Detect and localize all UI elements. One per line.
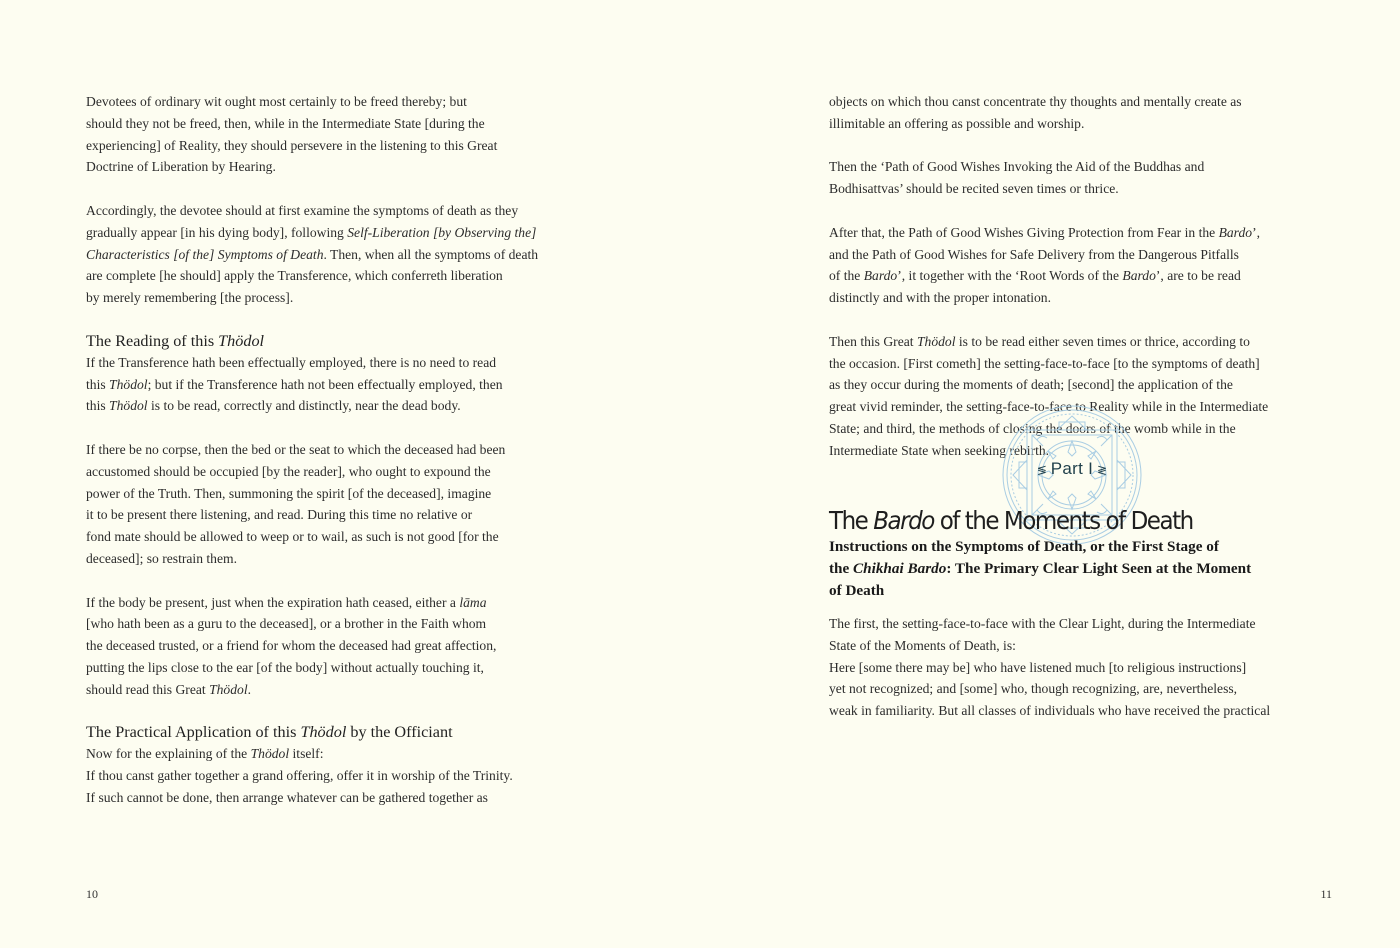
heading-practical-application	[86, 721, 576, 743]
text-line	[86, 374, 576, 396]
text-run: this	[86, 398, 110, 414]
italic-word: Bardo	[1122, 268, 1156, 284]
paragraph-transference	[86, 352, 576, 417]
text-line: State of the Moments of Death, is:	[829, 637, 1016, 653]
left-page	[86, 0, 576, 948]
text-line	[86, 679, 576, 701]
text-run: Now for the explaining of the	[86, 746, 251, 762]
text-line	[86, 743, 576, 765]
text-line: distinctly and with the proper intonation.	[829, 290, 1051, 306]
paragraph-accordingly	[86, 200, 576, 309]
text-line: should they not be freed, then, while in the Intermediate State [during the	[86, 115, 485, 131]
text-run: Then this Great	[829, 333, 917, 349]
text-line: [who hath been as a guru to the deceased], or a brother in the Faith whom	[86, 616, 487, 632]
italic-title: Self-Liberation [by Observing the]	[347, 224, 537, 240]
paragraph-after-that	[829, 222, 1319, 309]
part-subtitle	[829, 536, 1319, 602]
text-line: If the Transference hath been effectually employed, there is no need to read	[86, 354, 497, 370]
text-line: Here [some there may be] who have listened much [to religious instructions]	[829, 659, 1247, 675]
text-line: If thou canst gather together a grand offering, offer it in worship of the Trinity.	[86, 768, 513, 784]
right-page-lower-text	[829, 613, 1319, 722]
text-line: as they occur during the moments of death; [second] the application of the	[829, 377, 1233, 393]
text-line: Doctrine of Liberation by Hearing.	[86, 159, 276, 175]
subtitle-line: of Death	[829, 582, 885, 599]
text-line: great vivid reminder, the setting-face-to-face to Reality while in the Intermediate	[829, 399, 1269, 415]
text-line: power of the Truth. Then, summoning the spirit [of the deceased], imagine	[86, 485, 492, 501]
subtitle-line: Instructions on the Symptoms of Death, or the First Stage of	[829, 538, 1219, 555]
text-line	[86, 592, 576, 614]
text-run: is to be read, correctly and distinctly, near the dead body.	[147, 398, 461, 414]
text-line: the deceased trusted, or a friend for whom the deceased had great affection,	[86, 638, 497, 654]
text-line: deceased]; so restrain them.	[86, 550, 237, 566]
italic-word: Thödol	[916, 333, 956, 349]
flourish-right-icon: ≷	[1093, 463, 1108, 477]
text-line: by merely remembering [the process].	[86, 290, 294, 306]
text-line: the occasion. [First cometh] the setting-face-to-face [to the symptoms of death]	[829, 355, 1260, 371]
text-run: If the body be present, just when the expiration hath ceased, either a	[86, 594, 460, 610]
title-italic: Bardo	[873, 506, 934, 535]
text-run: is to be read either seven times or thrice, according to	[955, 333, 1250, 349]
subtitle-run: : The Primary Clear Light Seen at the Moment	[946, 560, 1252, 577]
text-line: illimitable an offering as possible and worship.	[829, 115, 1085, 131]
text-line: Bodhisattvas’ should be recited seven times or thrice.	[829, 181, 1119, 197]
text-line: objects on which thou canst concentrate thy thoughts and mentally create as	[829, 94, 1242, 109]
text-line: Devotees of ordinary wit ought most certainly to be freed thereby; but	[86, 94, 467, 109]
text-line: it to be present there listening, and read. During this time no relative or	[86, 507, 473, 523]
part-label	[1001, 459, 1143, 479]
paragraph-objects	[829, 91, 1319, 135]
text-run: ; but if the Transference hath not been effectually employed, then	[147, 376, 503, 392]
text-run: ’, are to be read	[1155, 268, 1241, 284]
text-line: accustomed should be occupied [by the reader], who ought to expound the	[86, 463, 491, 479]
heading-reading-thodol	[86, 330, 576, 352]
text-line	[86, 395, 576, 417]
text-line: yet not recognized; and [some] who, though recognizing, are, nevertheless,	[829, 681, 1238, 697]
subtitle-run: the	[829, 560, 854, 577]
italic-title: Characteristics [of the] Symptoms of Death	[86, 246, 324, 262]
text-line: If such cannot be done, then arrange whatever can be gathered together as	[86, 789, 488, 805]
text-line: State; and third, the methods of closing the doors of the womb while in the	[829, 420, 1236, 436]
heading-run: The Reading of this	[86, 331, 219, 350]
text-line	[86, 222, 576, 244]
text-line: putting the lips close to the ear [of the body] without actually touching it,	[86, 659, 484, 675]
part-label-text: Part I	[1050, 459, 1094, 478]
paragraph-no-corpse	[86, 439, 576, 570]
text-line	[829, 222, 1319, 244]
text-line	[86, 244, 576, 266]
paragraph-body-present	[86, 592, 576, 701]
flourish-left-icon: ≶	[1036, 463, 1051, 477]
paragraph-first-setting	[829, 613, 1319, 722]
text-line	[829, 331, 1319, 353]
italic-word: lāma	[459, 594, 487, 610]
right-page	[829, 0, 1332, 948]
text-run: ’,	[1252, 224, 1260, 240]
text-run: .	[247, 681, 252, 697]
page-number-right: 11	[1320, 887, 1332, 901]
italic-word: Thödol	[250, 746, 290, 762]
text-line: are complete [he should] apply the Transference, which conferreth liberation	[86, 268, 503, 284]
text-line: weak in familiarity. But all classes of individuals who have received the practical	[829, 703, 1271, 719]
page-number-left: 10	[86, 887, 98, 901]
text-run: of the	[829, 268, 864, 284]
left-page-text	[86, 91, 576, 809]
italic-word: Thödol	[109, 376, 148, 392]
text-line: If there be no corpse, then the bed or the seat to which the deceased had been	[86, 441, 506, 457]
text-line: Intermediate State when seeking rebirth.	[829, 442, 1050, 458]
text-line: The first, the setting-face-to-face with the Clear Light, during the Intermediate	[829, 616, 1256, 631]
text-run: should read this Great	[86, 681, 210, 697]
subtitle-italic: Chikhai Bardo	[853, 560, 947, 577]
heading-run: by the Officiant	[346, 723, 453, 742]
italic-word: Bardo	[1218, 224, 1253, 240]
subtitle-line	[829, 558, 1319, 580]
heading-italic: Thödol	[300, 723, 347, 742]
heading-run: The Practical Application of this	[86, 723, 301, 742]
title-run: The	[829, 506, 874, 535]
text-line: experiencing] of Reality, they should persevere in the listening to this Great	[86, 137, 498, 153]
text-run: After that, the Path of Good Wishes Giving Protection from Fear in the	[829, 224, 1219, 240]
paragraph-devotees	[86, 91, 576, 178]
italic-word: Thödol	[109, 398, 148, 414]
text-line	[829, 265, 1319, 287]
italic-word: Bardo	[863, 268, 898, 284]
part-title	[829, 506, 1193, 536]
title-run: of the Moments of Death	[933, 506, 1193, 535]
text-run: gradually appear [in his dying body], following	[86, 224, 348, 240]
text-line: fond mate should be allowed to weep or to wail, as such is not good [for the	[86, 529, 499, 545]
italic-word: Thödol	[209, 681, 248, 697]
text-line: Accordingly, the devotee should at first examine the symptoms of death as they	[86, 202, 519, 218]
paragraph-path-good-wishes	[829, 156, 1319, 200]
text-line: Then the ‘Path of Good Wishes Invoking the Aid of the Buddhas and	[829, 159, 1205, 175]
paragraph-explaining	[86, 743, 576, 808]
text-run: itself:	[289, 746, 324, 762]
text-run: ’, it together with the ‘Root Words of the	[897, 268, 1123, 284]
heading-italic: Thödol	[218, 331, 265, 350]
text-line: and the Path of Good Wishes for Safe Delivery from the Dangerous Pitfalls	[829, 246, 1239, 262]
text-run: this	[86, 376, 110, 392]
text-run: . Then, when all the symptoms of death	[323, 246, 539, 262]
